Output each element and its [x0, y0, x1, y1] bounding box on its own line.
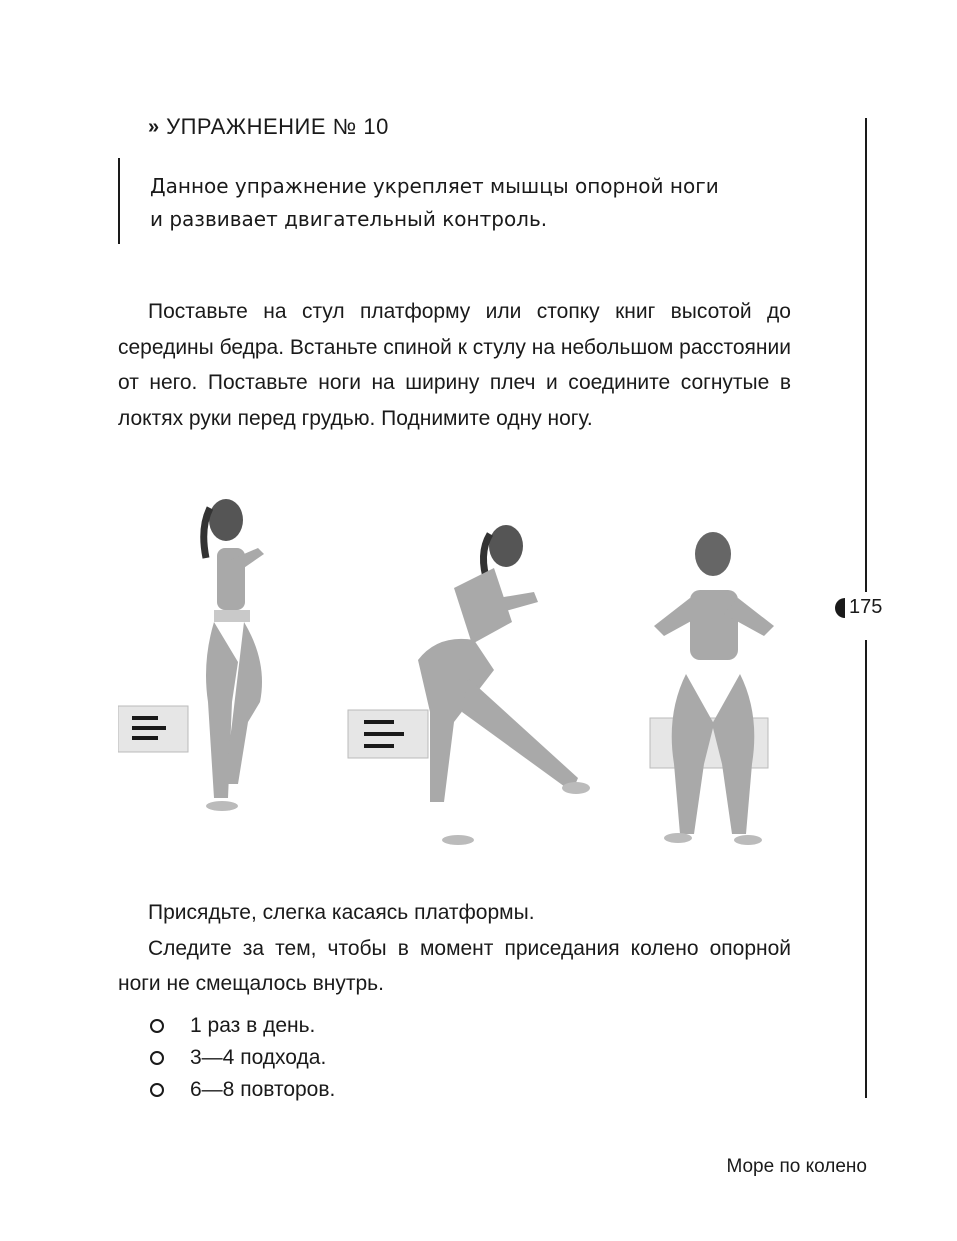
running-footer: Море по колено [726, 1156, 867, 1177]
instructions-paragraph [118, 294, 791, 436]
platform-box-1 [118, 706, 188, 752]
person-squatting [418, 525, 590, 845]
exercise-heading [148, 114, 389, 140]
list-item: 3—4 подхода. [148, 1042, 335, 1074]
platform-box-2 [348, 710, 428, 758]
circle-bullet-icon [150, 1019, 164, 1033]
instructions-text: Поставьте на стул платформу или стопку книг высотой до середины бедра. Встаньте спиной к стулу на небольшом расстоянии от него. Поставьте ноги на ширину плеч и соедините согнутые в локтях руки перед грудью. Поднимите одну ногу. [118, 300, 791, 430]
page-number-marker [835, 596, 882, 619]
dosage-list [148, 1010, 335, 1106]
circle-bullet-icon [150, 1051, 164, 1065]
double-chevron-icon: » [148, 115, 157, 138]
page-number: 175 [849, 596, 883, 618]
person-front [654, 532, 774, 845]
intro-callout [150, 170, 790, 236]
list-item: 6—8 повторов. [148, 1074, 335, 1106]
half-circle-icon [835, 598, 845, 618]
list-item: 1 раз в день. [148, 1010, 335, 1042]
circle-bullet-icon [150, 1083, 164, 1097]
after-figure-paragraphs [118, 895, 791, 1002]
margin-rule-bottom [865, 640, 867, 1098]
margin-rule-top [865, 118, 867, 592]
exercise-illustration [118, 478, 778, 864]
intro-side-rule [118, 158, 120, 244]
squat-instruction: Присядьте, слегка касаясь платформы. [148, 901, 535, 924]
exercise-title: УПРАЖНЕНИЕ № 10 [166, 114, 389, 139]
person-standing [204, 499, 264, 811]
intro-line-2: и развивает двигательный контроль. [150, 207, 548, 231]
knee-caution: Следите за тем, чтобы в момент приседания колено опорной ноги не смещалось внутрь. [118, 936, 791, 995]
intro-line-1: Данное упражнение укрепляет мышцы опорной ноги [150, 174, 719, 198]
